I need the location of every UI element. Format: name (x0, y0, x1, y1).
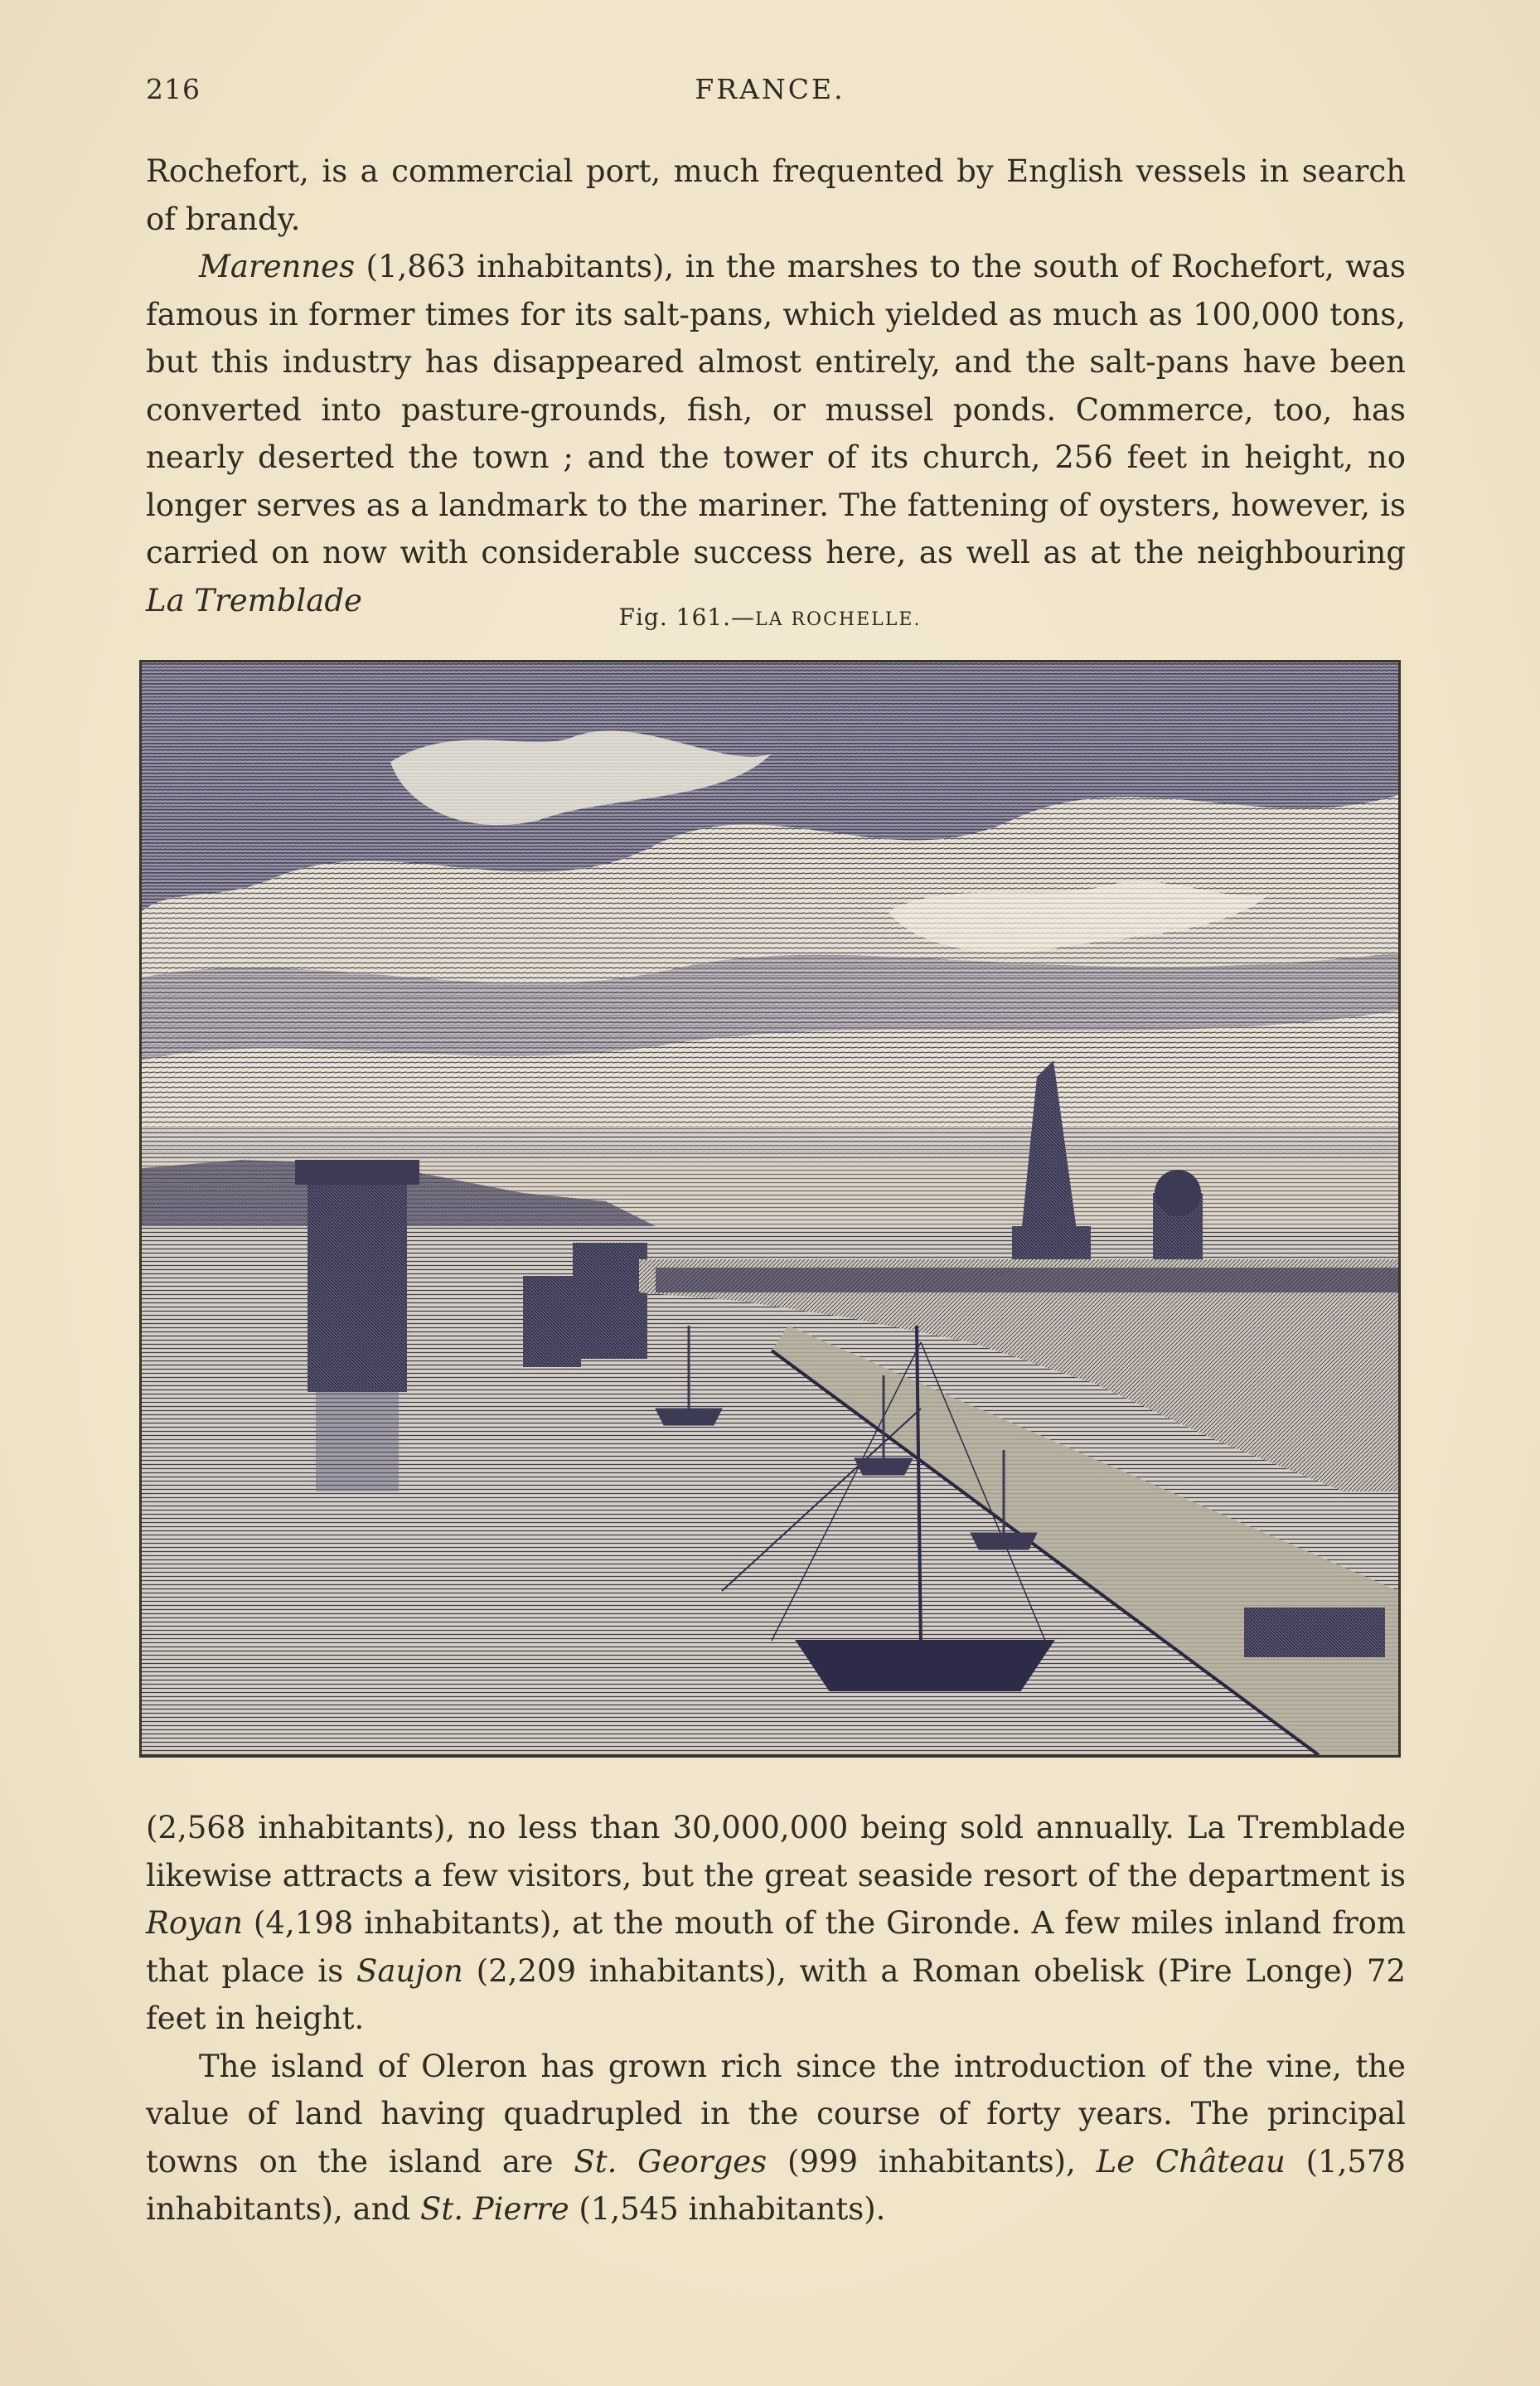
engraving-figure (139, 660, 1401, 1758)
paragraph-text: (2,209 inhabitants), with a Roman obelisk (Pire Longe) 72 feet in height. (146, 1952, 1406, 2036)
harbour-engraving-illustration (142, 662, 1398, 1755)
figure-caption (0, 604, 1540, 631)
paragraph-text: (1,863 inhabitants), in the marshes to the south of Rochefort, was famous in former times for its salt-pans, which yielded as much as 100,000 tons, but this industry has disappeared almost entirely, and the salt-pans have been converted into pasture-grounds, fish, or mussel ponds. Commerce, too, has nearly deserted the town ; and the tower of its church, 256 feet in height, no longer serves as a landmark to the mariner. The fattening of oysters, however, is carried on now with considerable success here, as well as at the neighbouring (146, 249, 1406, 570)
tower-chain (573, 1243, 647, 1359)
figure-title: LA ROCHELLE. (755, 609, 922, 630)
paragraph-text: The island of Oleron has grown rich since the introduction of the vine, the value of land having quadrupled in the course of forty years. The principal towns on the island are (146, 2048, 1406, 2180)
place-name: Marennes (199, 249, 356, 284)
place-name: Le Château (1096, 2143, 1286, 2180)
paragraph-text: (1,578 inhabitants), and (146, 2143, 1406, 2227)
paragraph (146, 2043, 1406, 2233)
place-name: La Tremblade (146, 582, 362, 618)
place-name: St. Pierre (419, 2191, 569, 2227)
paragraph (146, 1804, 1406, 2043)
paragraph: Rochefort, is a commercial port, much frequented by English vessels in search of brandy. (146, 153, 1406, 237)
place-name: Saujon (356, 1952, 463, 1989)
paragraph-text: (4,198 inhabitants), at the mouth of the Gironde. A few miles inland from that place is (146, 1905, 1406, 1989)
place-name: St. Georges (574, 2143, 768, 2180)
paragraph (146, 243, 1406, 624)
paragraph-text: (1,545 inhabitants). (569, 2191, 886, 2227)
paragraph-text: (999 inhabitants), (767, 2143, 1097, 2180)
running-title: FRANCE. (695, 73, 845, 105)
text-block-bottom (146, 1804, 1406, 2233)
tower-left (308, 1176, 407, 1392)
barge (1244, 1608, 1385, 1657)
paragraph-text: (2,568 inhabitants), no less than 30,000,000 being sold annually. La Tremblade likewise attracts a few visitors, but the great seaside resort of the department is (146, 1810, 1406, 1894)
page-number: 216 (146, 73, 201, 105)
figure-number: Fig. 161.— (618, 604, 755, 631)
text-block-top (146, 148, 1406, 624)
place-name: Royan (146, 1905, 243, 1941)
running-head (146, 73, 1394, 114)
